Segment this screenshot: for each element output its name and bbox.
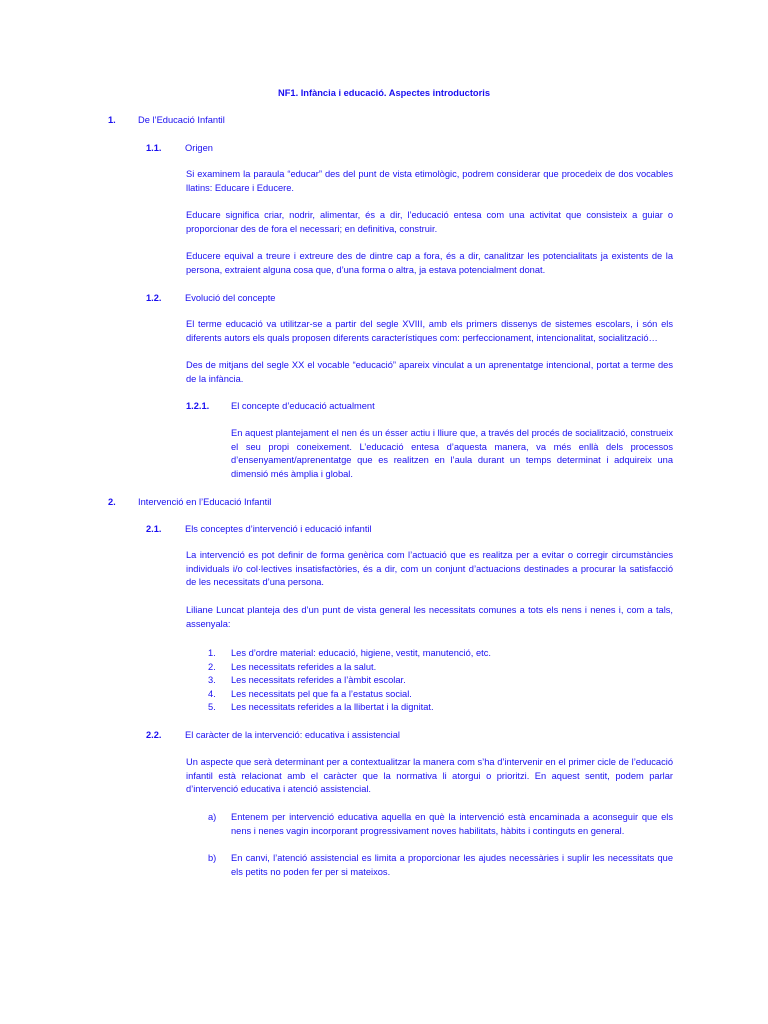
list-text: Les necessitats pel que fa a l’estatus social. [231,688,412,699]
section-number: 1. [108,115,116,125]
section-number: 2. [108,497,116,507]
section-1-1-heading [146,142,213,156]
list-number: 3. [208,675,216,685]
section-title: El caràcter de la intervenció: educativa i assistencial [185,730,400,740]
list-text: En canvi, l’atenció assistencial es limita a proporcionar les ajudes necessàries i suplir les necessitats que els petits no poden fer per si mateixos. [231,853,673,877]
list-number: 2. [208,661,216,672]
list-number: 5. [208,702,216,712]
section-2-2-heading [146,729,400,743]
list-text: Les necessitats referides a l’àmbit escolar. [231,675,406,685]
paragraph: La intervenció es pot definir de forma genèrica com l’actuació que es realitza per a evitar o corregir circumstàncies individuals i/o col·lectives insatisfactòries, és a dir, com un conjunt d’actuacions destinades a procurar la satisfacció de les necessitats d’una persona. [186,550,673,587]
section-1-heading [108,114,225,128]
list-item [208,688,491,702]
section-1-2-1-heading [186,400,375,414]
list-number: 1. [208,648,216,658]
needs-list [208,647,491,715]
section-title: De l’Educació Infantil [138,115,225,125]
list-item [208,661,491,675]
list-item [208,701,491,715]
list-text: Entenem per intervenció educativa aquella en què la intervenció està encaminada a aconseguir que els nens i nenes vagin incorporant progressivament noves habilitats, hàbits i continguts en general. [231,812,673,836]
list-item [208,674,491,688]
list-marker: b) [208,853,217,863]
list-marker: a) [208,812,217,822]
section-number: 1.1. [146,143,162,153]
paragraph: Des de mitjans del segle XX el vocable “educació” apareix vinculat a un aprenentatge intencional, portat a terme des de la infància. [186,360,673,384]
section-title: Intervenció en l’Educació Infantil [138,497,272,507]
section-number: 2.1. [146,524,162,534]
section-number: 2.2. [146,730,162,740]
section-title: El concepte d’educació actualment [231,401,375,411]
list-text: Les d’ordre material: educació, higiene, vestit, manutenció, etc. [231,648,491,658]
section-title: Origen [185,143,213,153]
section-title: Els conceptes d’intervenció i educació infantil [185,524,372,534]
paragraph: Liliane Luncat planteja des d’un punt de vista general les necessitats comunes a tots els nens i nenes i, com a tals, assenyala: [186,605,673,629]
section-2-1-heading [146,523,372,537]
paragraph: El terme educació va utilitzar-se a partir del segle XVIII, amb els primers dissenys de sistemes escolars, i són els diferents autors els quals proposen diferents característiques com: perfeccionament, intencionalitat, socialització… [186,319,673,343]
document-title: NF1. Infància i educació. Aspectes introductoris [278,88,490,98]
list-text: Les necessitats referides a la salut. [231,661,377,672]
list-number: 4. [208,688,216,699]
paragraph: Educare significa criar, nodrir, alimentar, és a dir, l’educació entesa com una activitat que consisteix a guiar o proporcionar des de fora el necessari; en definitiva, construir. [186,210,673,234]
paragraph: Educere equival a treure i extreure des de dintre cap a fora, és a dir, canalitzar les potencialitats ja existents de la persona, extraient alguna cosa que, d’una forma o altra, ja estava potencialment donat. [186,251,673,275]
section-number: 1.2. [146,293,162,303]
section-2-heading [108,496,271,510]
section-number: 1.2.1. [186,401,210,411]
paragraph: Un aspecte que serà determinant per a contextualitzar la manera com s’ha d’intervenir en el primer cicle de l’educació infantil està relacionat amb el caràcter que la normativa li atorgui o prioritzi. En aquest sentit, podem parlar d’intervenció educativa i atenció assistencial. [186,757,673,794]
paragraph: En aquest plantejament el nen és un ésser actiu i lliure que, a través del procés de socialització, construeix el seu propi coneixement. L’educació entesa d’aquesta manera, va més enllà dels processos d’ensenyament/aprenentatge que es realitzen en l’aula durant un temps determinat i adquireix una dimensió més àmplia i global. [231,428,673,479]
section-1-2-heading [146,292,275,306]
paragraph: Si examinem la paraula “educar” des del punt de vista etimològic, podrem considerar que procedeix de dos vocables llatins: Educare i Educere. [186,169,673,193]
section-title: Evolució del concepte [185,293,276,303]
list-text: Les necessitats referides a la llibertat i la dignitat. [231,702,434,712]
list-item [208,647,491,661]
